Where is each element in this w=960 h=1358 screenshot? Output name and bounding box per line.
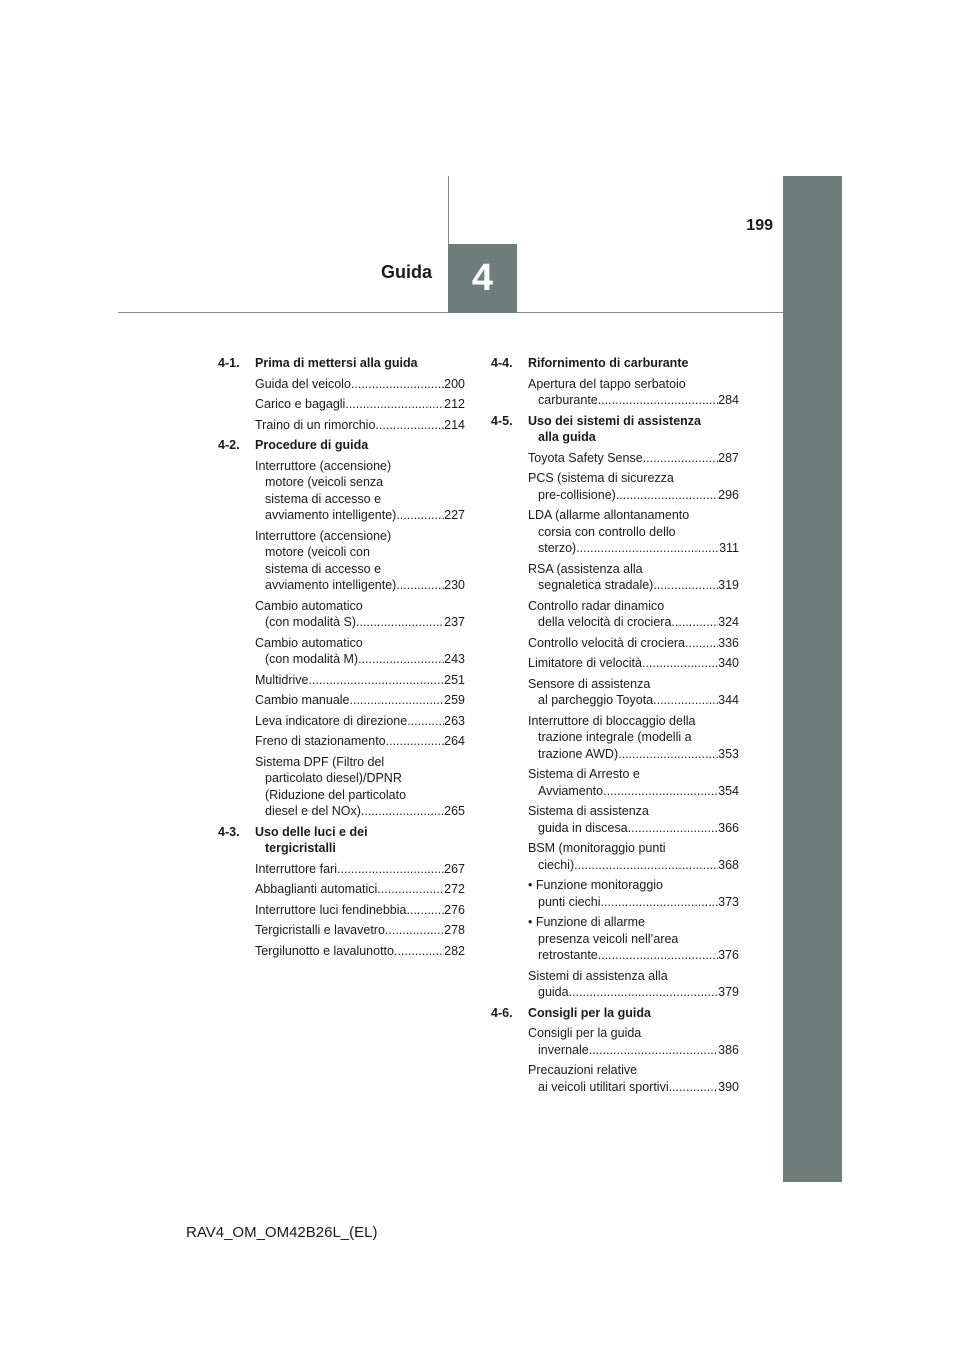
- toc-entry[interactable]: [491, 968, 739, 1001]
- entry-text-line: Interruttore di bloccaggio della: [528, 713, 696, 728]
- entry-last-line: [255, 733, 465, 750]
- section-title: [255, 824, 465, 857]
- entry-text-line: PCS (sistema di sicurezza: [528, 471, 674, 485]
- dot-leader: [406, 902, 444, 919]
- toc-section: [218, 437, 465, 820]
- toc-entry[interactable]: [218, 692, 465, 709]
- entry-page-number: 386: [718, 1042, 739, 1057]
- section-title: [528, 1005, 739, 1022]
- section-heading: [218, 437, 465, 454]
- entry-text-line: Consigli per la guida: [528, 1026, 642, 1040]
- entry-text-line: sistema di accesso e: [265, 491, 382, 506]
- toc-entry[interactable]: [218, 943, 465, 960]
- section-heading: [491, 1005, 739, 1022]
- entry-text-line: Interruttore (accensione): [255, 458, 392, 473]
- entry-last-line: [255, 861, 465, 878]
- entry-text-line: guida in discesa: [538, 820, 628, 835]
- entry-last-line: [255, 881, 465, 898]
- toc-entry[interactable]: [491, 450, 739, 467]
- entry-last-line: [528, 1079, 739, 1096]
- toc-entry[interactable]: [218, 528, 465, 594]
- entry-page-number: 340: [718, 656, 739, 670]
- entry-page-number: 379: [718, 985, 739, 999]
- entry-last-line: [528, 635, 739, 652]
- entry-page-number: 243: [444, 652, 465, 666]
- toc-entry[interactable]: [491, 470, 739, 503]
- entry-last-line: [528, 894, 739, 911]
- entry-text-line: al parcheggio Toyota: [538, 693, 654, 707]
- entry-text-line: invernale: [538, 1042, 589, 1057]
- toc-entry[interactable]: [491, 1062, 739, 1095]
- dot-leader: [356, 614, 444, 631]
- chapter-title: Guida: [380, 262, 432, 282]
- entry-page-number: 284: [718, 393, 739, 407]
- entry-last-line: [528, 820, 739, 837]
- dot-leader: [603, 783, 718, 800]
- toc-entry[interactable]: [218, 417, 465, 434]
- entry-last-line: [528, 947, 739, 964]
- dot-leader: [628, 820, 718, 837]
- entry-text-line: Sistema di Arresto e: [528, 767, 640, 781]
- dot-leader: [345, 396, 444, 413]
- dot-leader: [643, 450, 718, 467]
- entry-page-number: 214: [444, 417, 465, 432]
- dot-leader: [351, 376, 444, 393]
- entry-last-line: [528, 487, 739, 504]
- page-number: 199: [746, 217, 773, 234]
- toc-section: [218, 355, 465, 433]
- entry-text-line: Interruttore luci fendinebbia: [255, 902, 407, 917]
- toc-entry[interactable]: [218, 733, 465, 750]
- entry-page-number: 344: [718, 693, 739, 707]
- entry-last-line: [528, 540, 739, 557]
- dot-leader: [375, 417, 444, 434]
- entry-last-line: [528, 655, 739, 672]
- toc-section: [491, 1005, 739, 1096]
- dot-leader: [407, 713, 444, 730]
- entry-text-line: Cambio automatico: [255, 635, 363, 650]
- entry-text-line: Cambio manuale: [255, 693, 350, 707]
- entry-page-number: 200: [444, 376, 465, 391]
- dot-leader: [385, 922, 444, 939]
- entry-last-line: [255, 376, 465, 393]
- entry-page-number: 376: [718, 948, 739, 962]
- entry-text-line: Cambio automatico: [255, 598, 363, 613]
- entry-text-line: particolato diesel)/DPNR: [265, 771, 402, 785]
- toc-entry[interactable]: [491, 676, 739, 709]
- dot-leader: [598, 947, 718, 964]
- entry-text-line: Tergilunotto e lavalunotto: [255, 943, 394, 958]
- entry-text-line: carburante: [538, 393, 598, 407]
- entry-text-line: retrostante: [538, 948, 598, 962]
- dot-leader: [576, 540, 719, 557]
- entry-text-line: Carico e bagagli: [255, 397, 346, 411]
- entry-page-number: 368: [718, 857, 739, 872]
- toc-entry[interactable]: [218, 881, 465, 898]
- entry-last-line: [528, 1042, 739, 1059]
- entry-text-line: BSM (monitoraggio punti: [528, 841, 666, 855]
- dot-leader: [574, 857, 718, 874]
- section-title-line: Prima di mettersi alla guida: [255, 356, 418, 370]
- entry-text-line: punti ciechi: [538, 894, 601, 909]
- entry-page-number: 296: [718, 487, 739, 502]
- entry-text-line: (con modalità S): [265, 615, 357, 629]
- entry-page-number: 276: [444, 902, 465, 917]
- entry-page-number: 324: [718, 615, 739, 629]
- entry-text-line: (Riduzione del particolato: [265, 787, 407, 802]
- entry-text-line: diesel e del NOx): [265, 804, 361, 818]
- toc-entry[interactable]: [218, 376, 465, 393]
- section-title: [255, 437, 465, 454]
- toc-entry[interactable]: [218, 396, 465, 413]
- entry-text-line: della velocità di crociera: [538, 615, 672, 629]
- toc-entry[interactable]: [218, 902, 465, 919]
- dot-leader: [361, 803, 444, 820]
- entry-last-line: [528, 614, 739, 631]
- entry-page-number: 259: [444, 693, 465, 707]
- toc-section: [491, 355, 739, 409]
- toc-entry[interactable]: [218, 458, 465, 524]
- entry-text-line: Abbaglianti automatici: [255, 882, 378, 896]
- entry-text-line: presenza veicoli nell’area: [538, 931, 679, 946]
- entry-text-line: corsia con controllo dello: [538, 524, 676, 539]
- entry-last-line: [255, 577, 465, 594]
- entry-last-line: [255, 922, 465, 939]
- entry-text-line: Limitatore di velocità: [528, 656, 642, 670]
- entry-last-line: [528, 692, 739, 709]
- entry-page-number: 212: [444, 397, 465, 411]
- entry-text-line: Freno di stazionamento: [255, 734, 386, 748]
- toc-entry[interactable]: [218, 754, 465, 820]
- dot-leader: [358, 651, 444, 668]
- toc-entry[interactable]: [491, 507, 739, 557]
- dot-leader: [309, 672, 445, 689]
- entry-last-line: [255, 417, 465, 434]
- entry-last-line: [528, 392, 739, 409]
- section-number: 4-4.: [491, 356, 513, 370]
- chapter-number-box: [448, 244, 517, 313]
- dot-leader: [386, 733, 445, 750]
- entry-text-line: motore (veicoli senza: [265, 475, 384, 489]
- section-heading: [218, 355, 465, 372]
- toc-entry[interactable]: [218, 635, 465, 668]
- entry-last-line: [255, 713, 465, 730]
- entry-last-line: [255, 943, 465, 960]
- section-title-line: Consigli per la guida: [528, 1005, 651, 1020]
- entry-text-line: Sistema DPF (Filtro del: [255, 754, 385, 769]
- entry-text-line: segnaletica stradale): [538, 578, 654, 592]
- entry-last-line: [528, 984, 739, 1001]
- dot-leader: [642, 655, 718, 672]
- toc-entry[interactable]: [491, 877, 739, 910]
- entry-page-number: 319: [718, 578, 739, 592]
- entry-text-line: RSA (assistenza alla: [528, 561, 643, 576]
- entry-text-line: Sistemi di assistenza alla: [528, 968, 668, 983]
- toc-right-column: [491, 355, 739, 1099]
- entry-text-line: Tergicristalli e lavavetro: [255, 923, 385, 937]
- entry-text-line: LDA (allarme allontanamento: [528, 508, 690, 522]
- toc-entry[interactable]: [218, 598, 465, 631]
- dot-leader: [350, 692, 445, 709]
- dot-leader: [377, 881, 444, 898]
- dot-leader: [337, 861, 444, 878]
- toc-entry[interactable]: [491, 635, 739, 652]
- entry-last-line: [528, 450, 739, 467]
- entry-text-line: (con modalità M): [265, 652, 359, 666]
- footer-code: RAV4_OM_OM42B26L_(EL): [186, 1224, 378, 1241]
- entry-text-line: • Funzione di allarme: [528, 915, 645, 929]
- dot-leader: [618, 746, 718, 763]
- dot-leader: [394, 943, 444, 960]
- dot-leader: [685, 635, 718, 652]
- toc-entry[interactable]: [218, 861, 465, 878]
- dot-leader: [589, 1042, 718, 1059]
- entry-page-number: 251: [444, 672, 465, 687]
- chapter-number: 4: [471, 257, 494, 299]
- entry-page-number: 272: [444, 882, 465, 896]
- section-number: 4-5.: [491, 413, 513, 428]
- entry-page-number: 353: [718, 746, 739, 761]
- dot-leader: [653, 692, 718, 709]
- toc-entry[interactable]: [218, 713, 465, 730]
- entry-text-line: Avviamento: [538, 783, 604, 798]
- entry-last-line: [255, 614, 465, 631]
- section-title: [528, 355, 739, 372]
- section-heading: [491, 413, 739, 446]
- entry-page-number: 287: [718, 450, 739, 465]
- section-heading: [491, 355, 739, 372]
- entry-text-line: pre-collisione): [538, 487, 616, 502]
- section-heading: [218, 824, 465, 857]
- section-title: [528, 413, 739, 446]
- entry-text-line: Multidrive: [255, 672, 309, 687]
- entry-page-number: 263: [444, 713, 465, 728]
- entry-text-line: avviamento intelligente): [265, 578, 397, 592]
- entry-text-line: guida: [538, 985, 569, 999]
- entry-text-line: trazione integrale (modelli a: [538, 730, 692, 744]
- toc-section: [491, 413, 739, 1001]
- entry-last-line: [255, 902, 465, 919]
- toc-entry[interactable]: [218, 672, 465, 689]
- entry-text-line: motore (veicoli con: [265, 545, 370, 559]
- dot-leader: [396, 577, 444, 594]
- entry-page-number: 278: [444, 923, 465, 937]
- toc-entry[interactable]: [491, 803, 739, 836]
- toc-entry[interactable]: [491, 713, 739, 763]
- section-title-line: tergicristalli: [265, 841, 336, 855]
- entry-text-line: Sensore di assistenza: [528, 676, 651, 691]
- entry-last-line: [528, 577, 739, 594]
- entry-page-number: 311: [719, 541, 739, 555]
- dot-leader: [671, 614, 718, 631]
- entry-text-line: Apertura del tappo serbatoio: [528, 376, 686, 391]
- entry-last-line: [255, 672, 465, 689]
- dot-leader: [669, 1079, 719, 1096]
- entry-page-number: 267: [444, 861, 465, 876]
- entry-page-number: 264: [444, 734, 465, 748]
- entry-text-line: Controllo velocità di crociera: [528, 635, 686, 650]
- toc-entry[interactable]: [218, 922, 465, 939]
- section-title: [255, 355, 465, 372]
- toc-entry[interactable]: [491, 914, 739, 964]
- entry-text-line: sistema di accesso e: [265, 561, 382, 576]
- entry-last-line: [255, 651, 465, 668]
- entry-last-line: [255, 507, 465, 524]
- entry-text-line: ai veicoli utilitari sportivi: [538, 1079, 669, 1094]
- dot-leader: [601, 894, 719, 911]
- section-title-line: Procedure di guida: [255, 438, 369, 452]
- entry-page-number: 230: [444, 578, 465, 592]
- dot-leader: [616, 487, 718, 504]
- entry-text-line: Precauzioni relative: [528, 1063, 638, 1077]
- section-title-line: alla guida: [538, 430, 596, 444]
- entry-text-line: Traino di un rimorchio: [255, 417, 376, 432]
- toc-section: [218, 824, 465, 960]
- section-title-line: Uso delle luci e dei: [255, 824, 368, 839]
- entry-page-number: 282: [444, 943, 465, 958]
- section-number: 4-1.: [218, 356, 240, 370]
- section-number: 4-3.: [218, 824, 240, 839]
- dot-leader: [569, 984, 719, 1001]
- entry-text-line: avviamento intelligente): [265, 508, 397, 522]
- toc-entry[interactable]: [491, 766, 739, 799]
- entry-text-line: Toyota Safety Sense: [528, 450, 643, 465]
- dot-leader: [396, 507, 444, 524]
- dot-leader: [598, 392, 718, 409]
- entry-last-line: [255, 692, 465, 709]
- toc-entry[interactable]: [491, 598, 739, 631]
- entry-page-number: 336: [718, 635, 739, 650]
- entry-last-line: [528, 857, 739, 874]
- entry-last-line: [528, 746, 739, 763]
- entry-page-number: 265: [444, 804, 465, 818]
- entry-last-line: [528, 783, 739, 800]
- toc-entry[interactable]: [491, 561, 739, 594]
- chapter-side-tab: [783, 176, 842, 1182]
- section-number: 4-2.: [218, 438, 240, 452]
- entry-text-line: Leva indicatore di direzione: [255, 713, 408, 728]
- section-title-line: Uso dei sistemi di assistenza: [528, 413, 701, 428]
- entry-last-line: [255, 803, 465, 820]
- section-number: 4-6.: [491, 1005, 513, 1020]
- entry-last-line: [255, 396, 465, 413]
- entry-page-number: 237: [444, 615, 465, 629]
- entry-page-number: 227: [444, 508, 465, 522]
- entry-text-line: Controllo radar dinamico: [528, 598, 665, 613]
- entry-text-line: ciechi): [538, 857, 575, 872]
- entry-text-line: sterzo): [538, 541, 577, 555]
- entry-text-line: Interruttore fari: [255, 861, 337, 876]
- entry-page-number: 354: [718, 783, 739, 798]
- entry-text-line: Guida del veicolo: [255, 376, 351, 391]
- toc-left-column: [218, 355, 465, 963]
- toc-entry[interactable]: [491, 1025, 739, 1058]
- entry-text-line: Sistema di assistenza: [528, 804, 649, 818]
- section-title-line: Rifornimento di carburante: [528, 356, 689, 370]
- toc-entry[interactable]: [491, 655, 739, 672]
- toc-entry[interactable]: [491, 840, 739, 873]
- entry-text-line: Interruttore (accensione): [255, 528, 392, 543]
- entry-text-line: trazione AWD): [538, 746, 619, 761]
- entry-page-number: 366: [718, 820, 739, 835]
- entry-page-number: 390: [718, 1079, 739, 1094]
- toc-entry[interactable]: [491, 376, 739, 409]
- entry-text-line: • Funzione monitoraggio: [528, 878, 664, 892]
- dot-leader: [653, 577, 718, 594]
- entry-page-number: 373: [718, 894, 739, 909]
